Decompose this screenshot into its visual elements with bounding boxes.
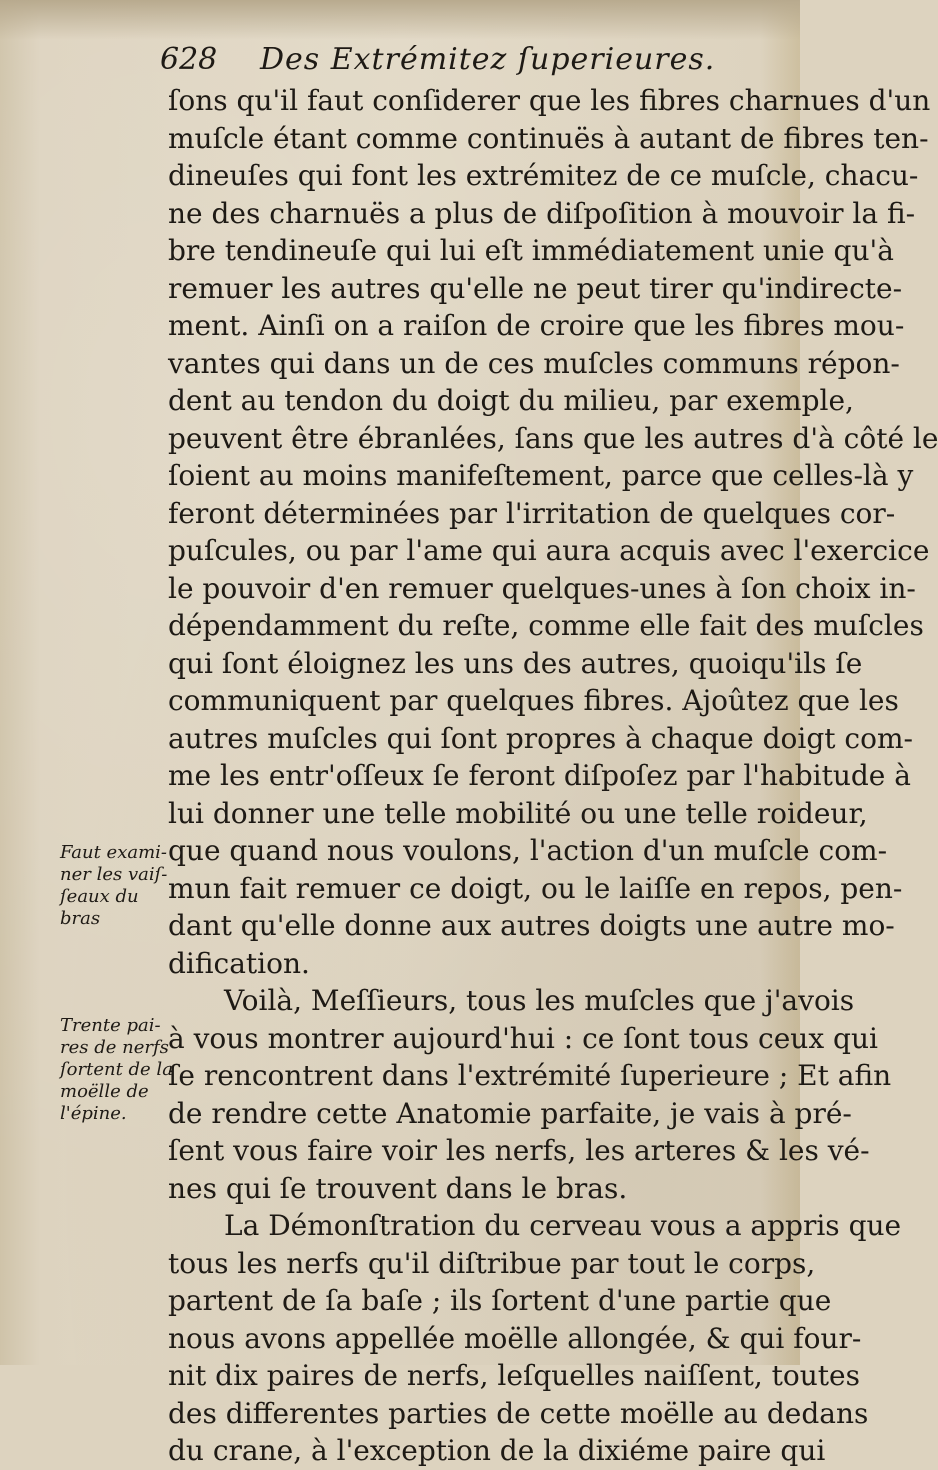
text-line: que quand nous voulons, l'action d'un muſcle com- <box>168 834 888 867</box>
margin-note-line: Trente pai- <box>60 1015 161 1036</box>
text-line: communiquent par quelques fibres. Ajoûtez que les <box>168 684 899 717</box>
text-line: qui ſont éloignez les uns des autres, quoiqu'ils ſe <box>168 646 863 680</box>
text-line: peuvent être ébranlées, ſans que les autres d'à côté le <box>168 421 938 455</box>
text-line: remuer les autres qu'elle ne peut tirer qu'indirecte- <box>168 271 903 305</box>
text-line: ſe rencontrent dans l'extrémité ſuperieure ; Et afin <box>168 1059 892 1092</box>
text-line: dineuſes qui font les extrémitez de ce muſcle, chacu- <box>168 159 919 192</box>
text-line: ſent vous faire voir les nerfs, les arteres & les vé- <box>168 1134 870 1167</box>
margin-note-line: ner les vaiſ- <box>60 864 168 885</box>
page-number: 628 <box>160 42 218 77</box>
text-line: ſons qu'il faut conſiderer que les fibres charnues d'un <box>168 84 931 117</box>
margin-note-vessels <box>60 842 167 930</box>
text-line: nes qui ſe trouvent dans le bras. <box>168 1171 628 1205</box>
text-line: partent de ſa baſe ; ils ſortent d'une partie que <box>168 1284 832 1317</box>
margin-note-line: moëlle de <box>60 1081 149 1102</box>
paragraph-start-line: La Démonſtration du cerveau vous a appris que <box>224 1209 902 1242</box>
text-line: lui donner une telle mobilité ou une telle roideur, <box>168 796 868 830</box>
text-line: nous avons appellée moëlle allongée, & qui four- <box>168 1321 862 1355</box>
text-line: le pouvoir d'en remuer quelques-unes à ſon choix in- <box>168 571 916 605</box>
margin-note-nerves <box>60 1015 173 1125</box>
page-header <box>160 42 760 86</box>
paragraph-start-line: Voilà, Meſſieurs, tous les muſcles que j'avois <box>224 984 855 1017</box>
text-line: me les entr'oſſeux ſe feront diſpoſez par l'habitude à <box>168 759 911 792</box>
text-line: ne des charnuës a plus de diſpoſition à mouvoir la fi- <box>168 196 916 230</box>
margin-note-line: res de nerfs <box>60 1037 169 1058</box>
margin-note-line: bras <box>60 908 101 929</box>
text-line: dant qu'elle donne aux autres doigts une autre mo- <box>168 909 895 942</box>
text-line: bre tendineuſe qui lui eſt immédiatement unie qu'à <box>168 234 894 267</box>
text-line: du crane, à l'exception de la dixiéme paire qui <box>168 1434 826 1467</box>
body-text <box>168 82 938 1470</box>
text-line: muſcle étant comme continuës à autant de fibres ten- <box>168 121 929 155</box>
text-line: tous les nerfs qu'il diſtribue par tout le corps, <box>168 1246 816 1280</box>
text-line: dification. <box>168 946 310 980</box>
running-head: Des Extrémitez ſuperieures. <box>260 42 716 77</box>
text-line: vantes qui dans un de ces muſcles communs répon- <box>168 346 900 380</box>
margin-note-line: l'épine. <box>60 1103 127 1124</box>
text-line: dent au tendon du doigt du milieu, par exemple, <box>168 384 854 417</box>
page-top-shadow <box>0 0 800 40</box>
margin-note-line: ſeaux du <box>60 886 139 907</box>
text-line: puſcules, ou par l'ame qui aura acquis avec l'exercice <box>168 534 930 567</box>
text-line: ment. Ainſi on a raiſon de croire que les fibres mou- <box>168 309 905 342</box>
text-line: feront déterminées par l'irritation de quelques cor- <box>168 496 896 530</box>
text-line: des differentes parties de cette moëlle au dedans <box>168 1396 869 1430</box>
text-line: autres muſcles qui ſont propres à chaque doigt com- <box>168 721 913 755</box>
margin-note-line: Faut exami- <box>60 842 167 863</box>
text-line: mun fait remuer ce doigt, ou le laiſſe en repos, pen- <box>168 871 903 905</box>
margin-note-line: ſortent de la <box>60 1059 173 1080</box>
text-line: ſoient au moins manifeſtement, parce que celles-là y <box>168 459 914 492</box>
text-line: nit dix paires de nerfs, leſquelles naiſſent, toutes <box>168 1359 860 1392</box>
text-line: à vous montrer aujourd'hui : ce ſont tous ceux qui <box>168 1021 878 1055</box>
text-line: dépendamment du reſte, comme elle fait des muſcles <box>168 609 924 642</box>
text-line: de rendre cette Anatomie parfaite, je vais à pré- <box>168 1096 852 1130</box>
